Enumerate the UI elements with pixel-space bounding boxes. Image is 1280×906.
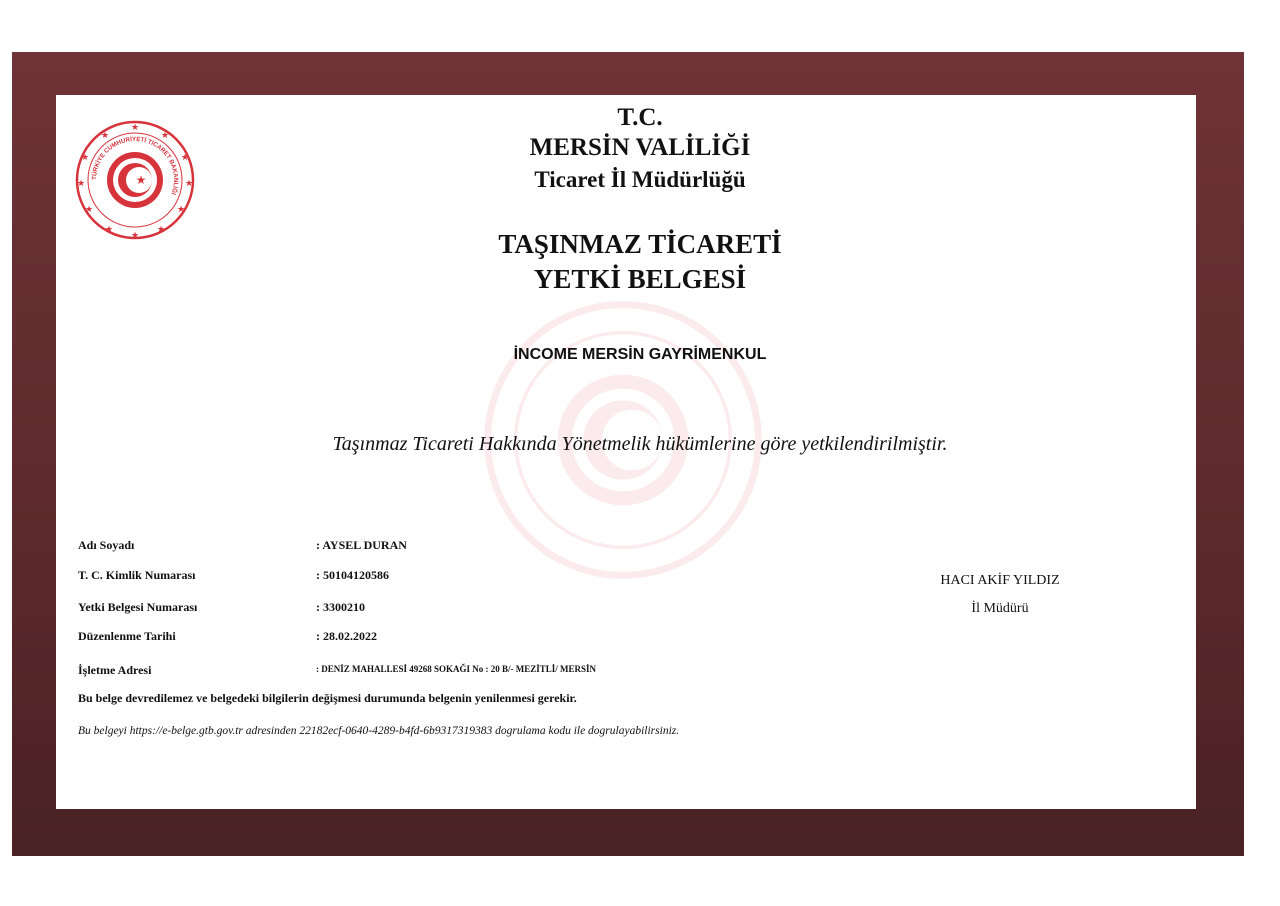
header-tc: T.C. (617, 104, 663, 131)
signatory-title: İl Müdürü (971, 601, 1029, 616)
svg-text:★: ★ (156, 224, 166, 234)
svg-text:★: ★ (100, 130, 110, 140)
svg-text:★: ★ (76, 178, 86, 188)
detail-label-certificate-number: Yetki Belgesi Numarası (78, 600, 198, 614)
detail-label-address: İşletme Adresi (78, 663, 152, 677)
detail-value-id: : 50104120586 (316, 568, 389, 582)
header-governorship: MERSİN VALİLİĞİ (529, 134, 751, 161)
detail-value-address: : DENİZ MAHALLESİ 49268 SOKAĞI No : 20 B/- MEZİTLİ/ MERSİN (316, 664, 597, 674)
signatory-name: HACI AKİF YILDIZ (940, 573, 1060, 588)
svg-text:★: ★ (104, 224, 114, 234)
svg-text:★: ★ (160, 130, 170, 140)
seal-text: TÜRKİYE CUMHURİYETİ TİCARET BAKANLIĞI (90, 135, 180, 196)
detail-label-name: Adı Soyadı (78, 538, 135, 552)
svg-text:★: ★ (130, 230, 140, 240)
detail-value-name: : AYSEL DURAN (316, 538, 407, 552)
verification-text: Bu belgeyi https://e-belge.gtb.gov.tr adresinden 22182ecf-0640-4289-b4fd-6b9317319383 dogrulama kodu ile dogrulayabilirsiniz. (78, 725, 680, 737)
authorization-text: Taşınmaz Ticareti Hakkında Yönetmelik hükümlerine göre yetkilendirilmiştir. (332, 433, 948, 455)
detail-value-certificate-number: : 3300210 (316, 600, 365, 614)
svg-text:★: ★ (130, 122, 140, 132)
document-title-line1: TAŞINMAZ TİCARETİ (498, 229, 782, 259)
svg-text:★: ★ (84, 204, 94, 214)
detail-label-id: T. C. Kimlik Numarası (78, 568, 196, 582)
notice-text: Bu belge devredilemez ve belgedeki bilgilerin değişmesi durumunda belgenin yenilenmesi gerekir. (78, 691, 577, 705)
detail-value-issue-date: : 28.02.2022 (316, 629, 377, 643)
header-directorate: Ticaret İl Müdürlüğü (534, 167, 746, 192)
company-name: İNCOME MERSİN GAYRİMENKUL (513, 346, 767, 363)
svg-text:★: ★ (135, 173, 147, 187)
svg-text:★: ★ (80, 152, 90, 162)
svg-text:★: ★ (184, 178, 194, 188)
detail-label-issue-date: Düzenlenme Tarihi (78, 629, 176, 643)
document-title-line2: YETKİ BELGESİ (533, 264, 747, 294)
svg-text:★: ★ (180, 152, 190, 162)
svg-text:★: ★ (176, 204, 186, 214)
